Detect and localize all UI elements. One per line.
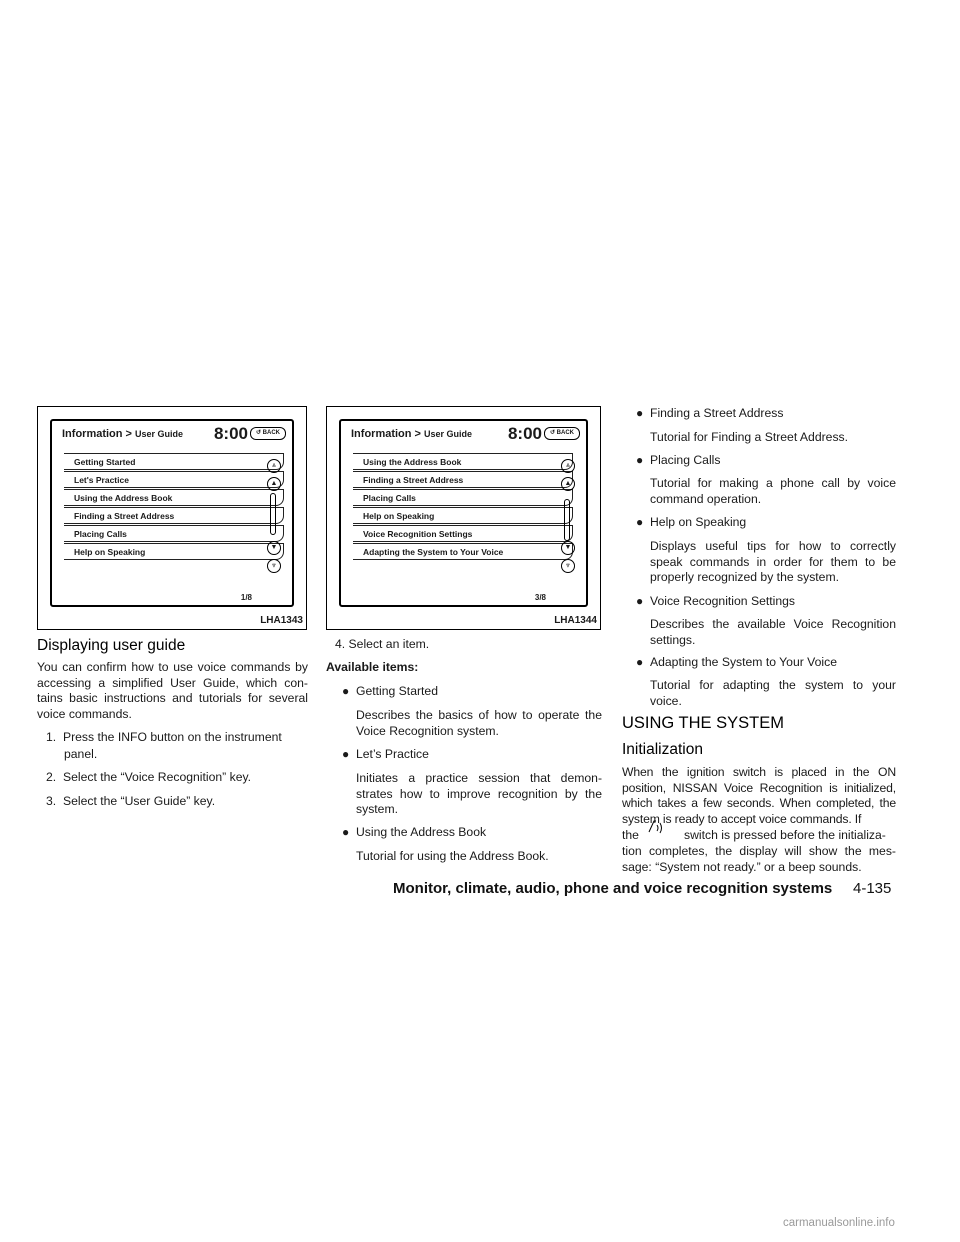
page-down-icon: ⩔ [267,559,281,573]
step-1-continued: panel. [64,747,98,761]
back-button: ↺ BACK [250,427,286,440]
menu-item: Getting Started [64,453,284,470]
page-number: 4-135 [853,880,892,897]
init-paragraph-cont: switch is pressed before the initializa- [684,828,886,842]
figure-code: LHA1343 [260,615,303,626]
menu-item: Adapting the System to Your Voice [353,543,573,560]
menu-item: Finding a Street Address [353,471,573,488]
page-up-icon: ⩓ [561,459,575,473]
figure-user-guide-1 [37,406,307,630]
item-name: Placing Calls [650,453,721,467]
item-name: Let’s Practice [356,747,429,761]
menu-item: Using the Address Book [353,453,573,470]
screen-clock: 8:00 [213,424,248,443]
voice-talk-icon [646,818,666,836]
available-items-label: Available items: [326,660,419,674]
screen-display [50,419,294,607]
watermark: carmanualsonline.info [783,1217,895,1229]
step-2: 2. Select the “Voice Recognition” key. [46,770,252,784]
menu-item: Finding a Street Address [64,507,284,524]
menu-item: Placing Calls [353,489,573,506]
item-description: Initiates a practice session that demon- strates how to improve recognition by the system. [356,771,602,816]
init-paragraph-the: the [622,828,639,842]
item-description: Describes the basics of how to operate the Voice Recognition system. [356,708,602,738]
scroll-down-icon: ▼ [267,541,281,555]
scroll-controls [264,459,284,571]
item-name: Voice Recognition Settings [650,594,795,608]
menu-list [64,453,284,561]
init-paragraph: When the ignition switch is placed in the ON position, NISSAN Voice Recognition is initialized, which takes a few seconds. When completed, the system is ready to accept voice commands. If [622,765,896,826]
screen-title: Information > User Guide [351,428,473,440]
intro-paragraph: You can confirm how to use voice commands by accessing a simplified User Guide, which con- tains basic instructions and tutorials for several voice commands. [37,660,308,721]
item-name: Help on Speaking [650,515,747,529]
bullet-icon: ● [636,515,644,529]
page-up-icon: ⩓ [267,459,281,473]
item-description: Tutorial for adapting the system to your voice. [650,678,896,708]
item-description: Describes the available Voice Recognition settings. [650,617,896,647]
section-heading: USING THE SYSTEM [622,714,784,732]
bullet-icon: ● [636,453,644,467]
page-indicator: 3/8 [534,593,546,602]
scrollbar [270,493,276,535]
bullet-icon: ● [342,747,350,761]
bullet-icon: ● [636,655,644,669]
item-description: Displays useful tips for how to correctly speak commands in order for them to be properly recognized by the system. [650,539,896,584]
menu-item: Voice Recognition Settings [353,525,573,542]
page-down-icon: ⩔ [561,559,575,573]
figure-user-guide-2 [326,406,601,630]
screen-display [339,419,588,607]
step-3: 3. Select the “User Guide” key. [46,794,216,808]
subsection-heading: Initialization [622,741,703,758]
bullet-icon: ● [636,406,644,420]
screen-title: Information > User Guide [62,428,184,440]
menu-item: Help on Speaking [64,543,284,560]
section-heading: Displaying user guide [37,637,186,654]
item-name: Using the Address Book [356,825,487,839]
step-4: 4. Select an item. [335,637,430,651]
back-button: ↺ BACK [544,427,580,440]
menu-item: Placing Calls [64,525,284,542]
init-paragraph-end: tion completes, the display will show the mes- sage: “System not ready.” or a beep sounds. [622,844,896,874]
scroll-up-icon: ▲ [267,477,281,491]
page-indicator: 1/8 [240,593,252,602]
menu-item: Help on Speaking [353,507,573,524]
item-description: Tutorial for Finding a Street Address. [650,430,849,444]
bullet-icon: ● [636,594,644,608]
figure-code: LHA1344 [554,615,597,626]
item-name: Getting Started [356,684,438,698]
item-description: Tutorial for making a phone call by voice command operation. [650,476,896,506]
footer-title: Monitor, climate, audio, phone and voice recognition systems [393,880,833,897]
scroll-up-icon: ▲ [561,477,575,491]
menu-item: Let's Practice [64,471,284,488]
bullet-icon: ● [342,684,350,698]
menu-list [353,453,573,561]
item-name: Finding a Street Address [650,406,784,420]
item-description: Tutorial for using the Address Book. [356,849,549,863]
step-1: 1. Press the INFO button on the instrument [46,730,282,744]
scroll-down-icon: ▼ [561,541,575,555]
scrollbar [564,499,570,541]
menu-item: Using the Address Book [64,489,284,506]
screen-clock: 8:00 [507,424,542,443]
item-name: Adapting the System to Your Voice [650,655,837,669]
scroll-controls [558,459,578,571]
bullet-icon: ● [342,825,350,839]
